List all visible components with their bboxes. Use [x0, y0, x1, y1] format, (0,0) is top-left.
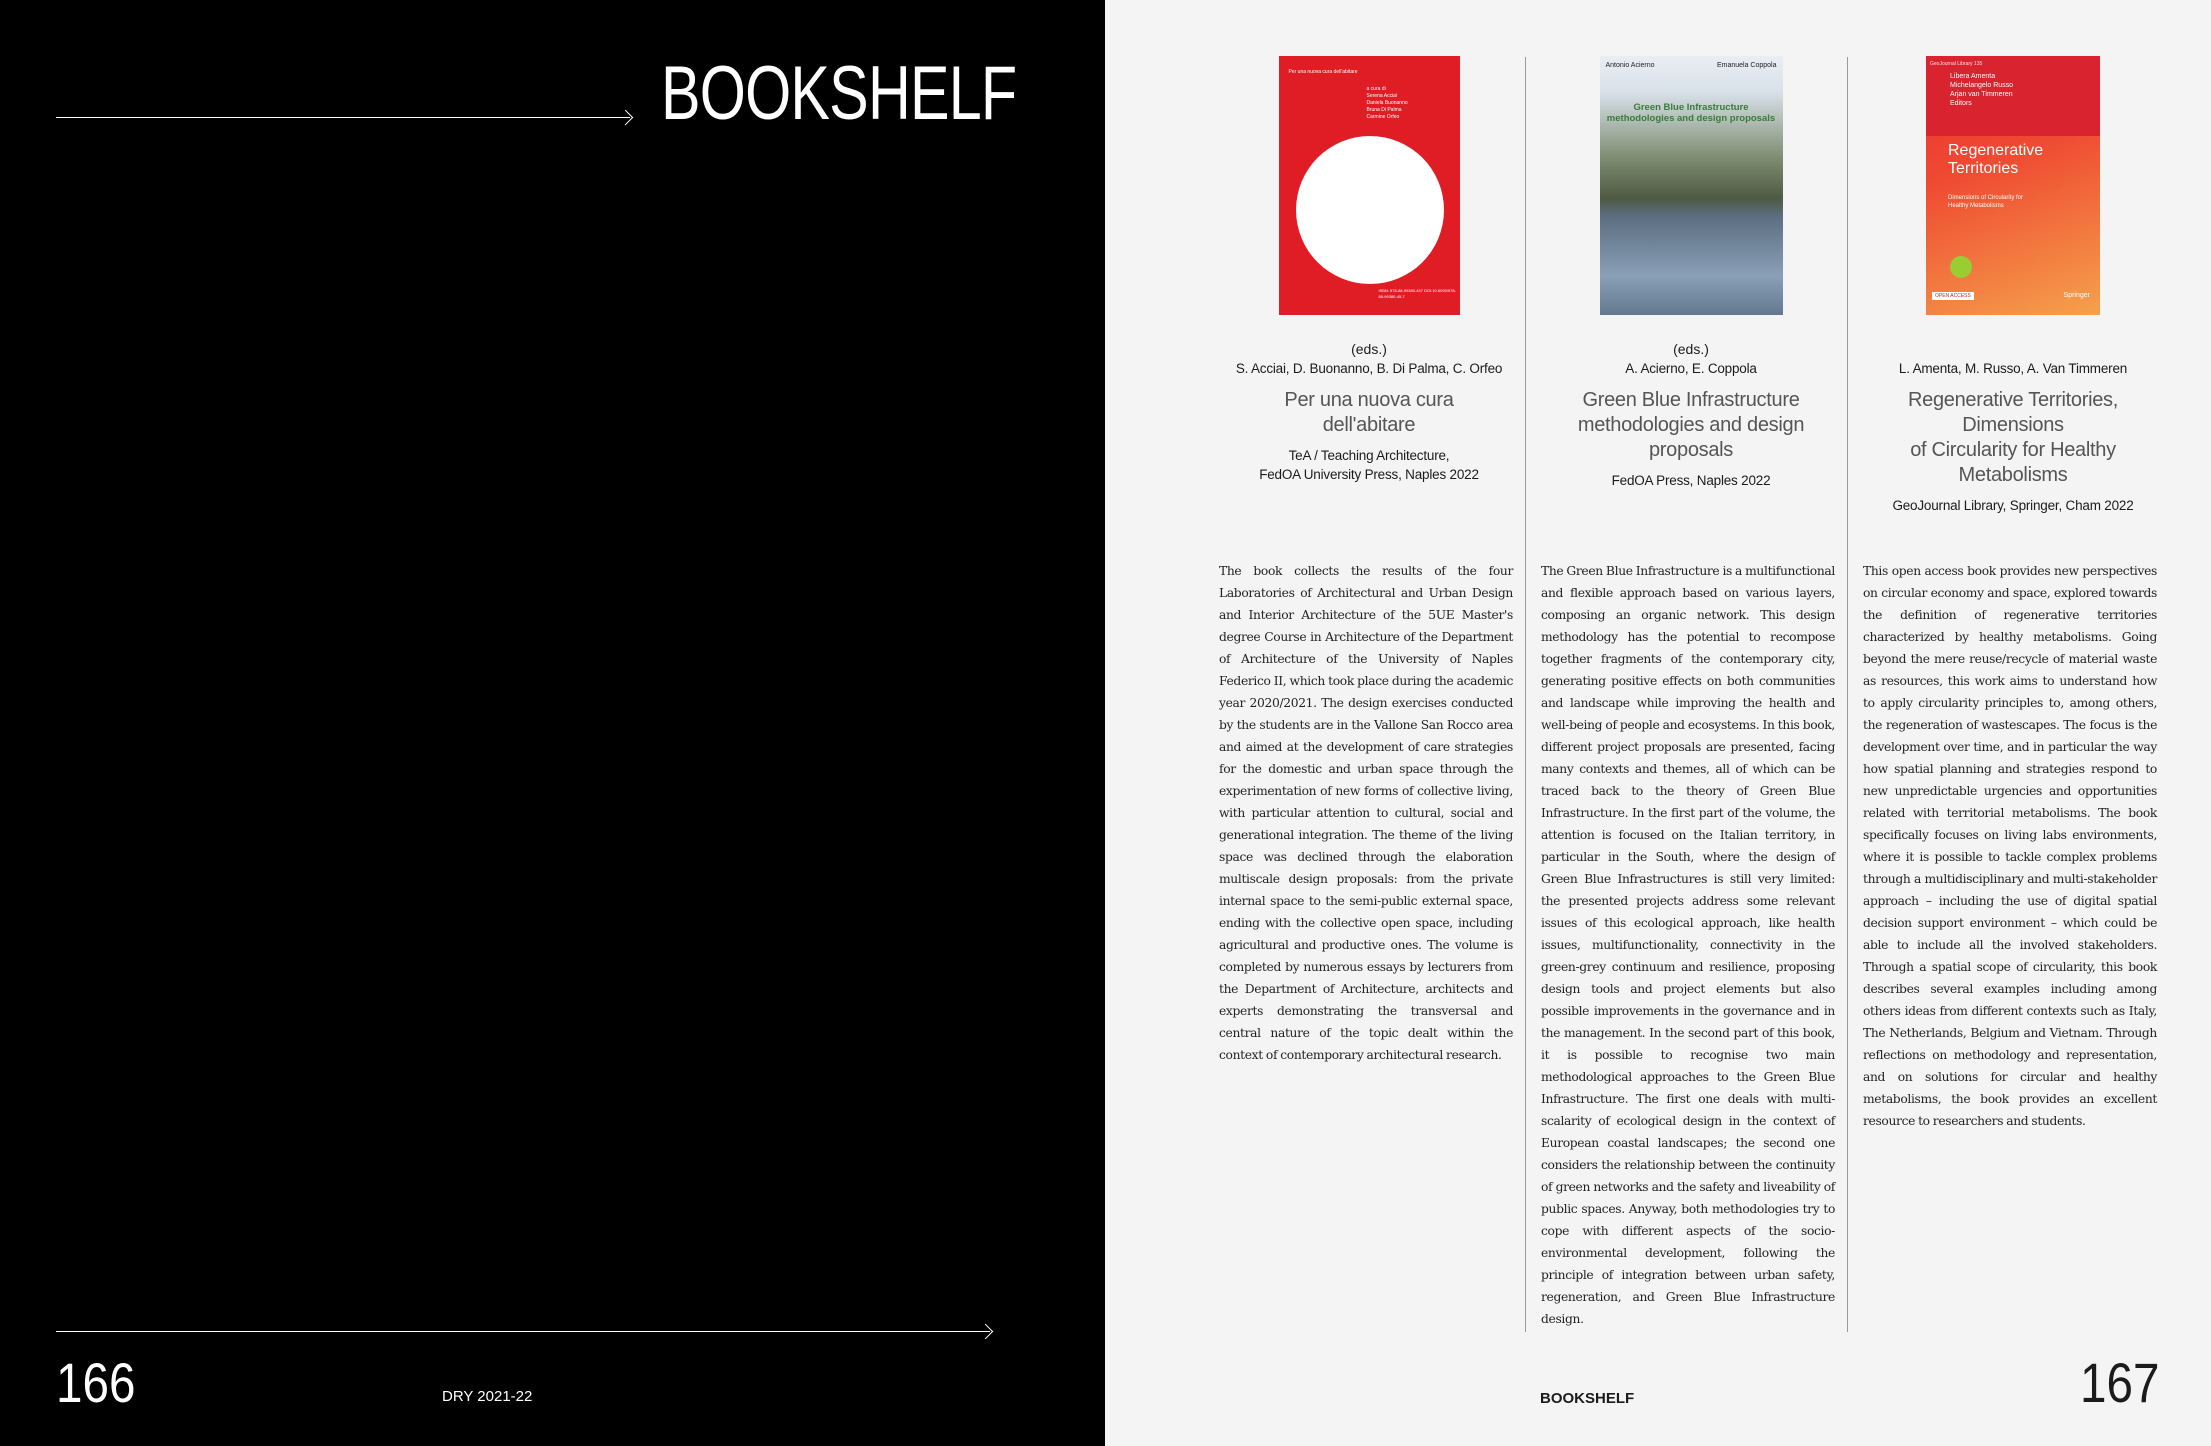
book-authors: S. Acciai, D. Buonanno, B. Di Palma, C. Orfeo	[1235, 361, 1503, 376]
book-authors: L. Amenta, M. Russo, A. Van Timmeren	[1898, 361, 2128, 376]
book-entry	[1219, 56, 1519, 484]
left-page	[0, 0, 1105, 1446]
book-description: The book collects the results of the four Laboratories of Architectural and Urban Design and Interior Architecture of the 5UE Master's degree Course in Architecture of the Department of Architecture of the University of Naples Federico II, which took place during the academic year 2020/2021. The design exercises conducted by the students are in the Vallone San Rocco area and aimed at the development of care strategies for the domestic and urban space through the experimentation of new forms of collective living, with particular attention to cultural, social and generational integration. The theme of the living space was declined through the elaboration multiscale design proposals: from the private internal space to the semi-public external space, ending with the collective open space, including agricultural and productive ones. The volume is completed by numerous essays by lecturers from the Department of Architecture, architects and experts demonstrating the transversal and central nature of the topic dealt within the context of contemporary architectural research.	[1219, 564, 1513, 1062]
book-description: The Green Blue Infrastructure is a multifunctional and flexible approach based on various layers, composing an organic network. This design methodology has the potential to recompose together fragments of the contemporary city, generating positive effects on both communities and landscape while improving the health and well-being of people and ecosystems. In this book, different project proposals are presented, facing many contexts and themes, all of which can be traced back to the theory of Green Blue Infrastructure. In the first part of the volume, the attention is focused on the Italian territory, in particular in the South, where the design of Green Blue Infrastructures is still very limited: the presented projects address some relevant issues of this ecological approach, like health issues, multifunctionality, connectivity in the green-grey continuum and resilience, proposing design tools and project elements but also possible improvements in the governance and in the management. In the second part of this book, it is possible to recognise two main methodological approaches to the Green Blue Infrastructure. The first one deals with multi-scalarity of ecological design in the context of European coastal landscapes; the second one considers the relationship between the continuity of green networks and the safety and liveability of public spaces. Anyway, both methodologies try to cope with different aspects of the socio-environmental development, following the principle of integration between urban safety, regeneration, and Green Blue Infrastructure design.	[1541, 564, 1835, 1326]
book-publisher: FedOA Press, Naples 2022	[1611, 473, 1771, 488]
cover-editors: Libera Amenta Michelangelo Russo Arjan van Timmeren Editors	[1950, 73, 2014, 107]
book-title: Green Blue Infrastructure methodologies and design proposals	[1577, 389, 1805, 461]
book-meta	[1541, 341, 1841, 490]
cover-title: Regenerative Territories	[1948, 142, 2044, 177]
footer-arrow	[56, 1331, 990, 1332]
cover-title: Green Blue Infrastructure methodologies and design proposals	[1606, 102, 1776, 124]
column-divider	[1525, 57, 1526, 1332]
cover-authors: Antonio Acierno Emanuela Coppola	[1605, 62, 1777, 69]
journal-label: DRY 2021-22	[442, 1388, 533, 1405]
cover-title: Per una nuova cura dell'abitare	[1288, 69, 1358, 75]
book-entry	[1541, 56, 1841, 490]
cover-series: GeoJournal Library 135	[1930, 61, 1983, 67]
right-page	[1105, 0, 2211, 1446]
book-title: Per una nuova cura dell'abitare	[1284, 389, 1454, 436]
page-number-right: 167	[2079, 1351, 2159, 1414]
springer-logo: Springer	[2063, 292, 2090, 299]
book-cover	[1926, 56, 2100, 315]
section-title: BOOKSHELF	[661, 51, 1017, 136]
title-arrow	[56, 117, 630, 118]
book-cover	[1600, 56, 1783, 315]
book-publisher: TeA / Teaching Architecture, FedOA University Press, Naples 2022	[1259, 448, 1479, 482]
page-number-left: 166	[56, 1351, 136, 1414]
cover-circle	[1296, 136, 1444, 284]
book-cover	[1279, 56, 1460, 315]
leaf-logo-icon	[1950, 256, 1972, 278]
book-eds: (eds.)	[1673, 341, 1709, 357]
book-eds	[1863, 341, 2163, 359]
book-authors: A. Acierno, E. Coppola	[1625, 361, 1757, 376]
book-entry	[1863, 56, 2163, 515]
book-description: This open access book provides new perspectives on circular economy and space, explored towards the definition of regenerative territories characterized by healthy metabolisms. Going beyond the mere reuse/recycle of material waste as resources, this work aims to understand how to apply circularity principles to, among others, the regeneration of wastescapes. The focus is the development over time, and in particular the way how spatial planning and strategies respond to new unpredictable urgencies and opportunities related with territorial metabolisms. The book specifically focuses on living labs environments, where it is possible to tackle complex problems through a multidisciplinary and multi-stakeholder approach – including the use of digital spatial decision support environment – which could be able to include all the involved stakeholders. Through a spatial scope of circularity, this book describes several examples including among others ideas from different contexts such as Italy, The Netherlands, Belgium and Vietnam. Through reflections on methodology and representation, and on solutions for circular and healthy metabolisms, the book provides an excellent resource to researchers and students.	[1863, 564, 2157, 1128]
cover-isbn: ISBN: 978-88-99380-457 DOI:10.6093/978-88-99380-45-7	[1378, 288, 1456, 299]
cover-subtitle: Dimensions of Circularity for Healthy Metabolisms	[1948, 195, 2024, 209]
open-access-badge: OPEN ACCESS	[1932, 292, 1974, 300]
book-publisher: GeoJournal Library, Springer, Cham 2022	[1892, 498, 2134, 513]
book-meta	[1863, 341, 2163, 515]
book-meta	[1219, 341, 1519, 484]
column-divider	[1847, 57, 1848, 1332]
footer-label: BOOKSHELF	[1540, 1390, 1635, 1407]
book-title: Regenerative Territories, Dimensions of Circularity for Healthy Metabolisms	[1907, 389, 2118, 486]
book-eds: (eds.)	[1351, 341, 1387, 357]
cover-names: a cura di Serena Acciai Daniela Buonanno Bruna Di Palma Carmine Orfeo	[1366, 86, 1408, 120]
